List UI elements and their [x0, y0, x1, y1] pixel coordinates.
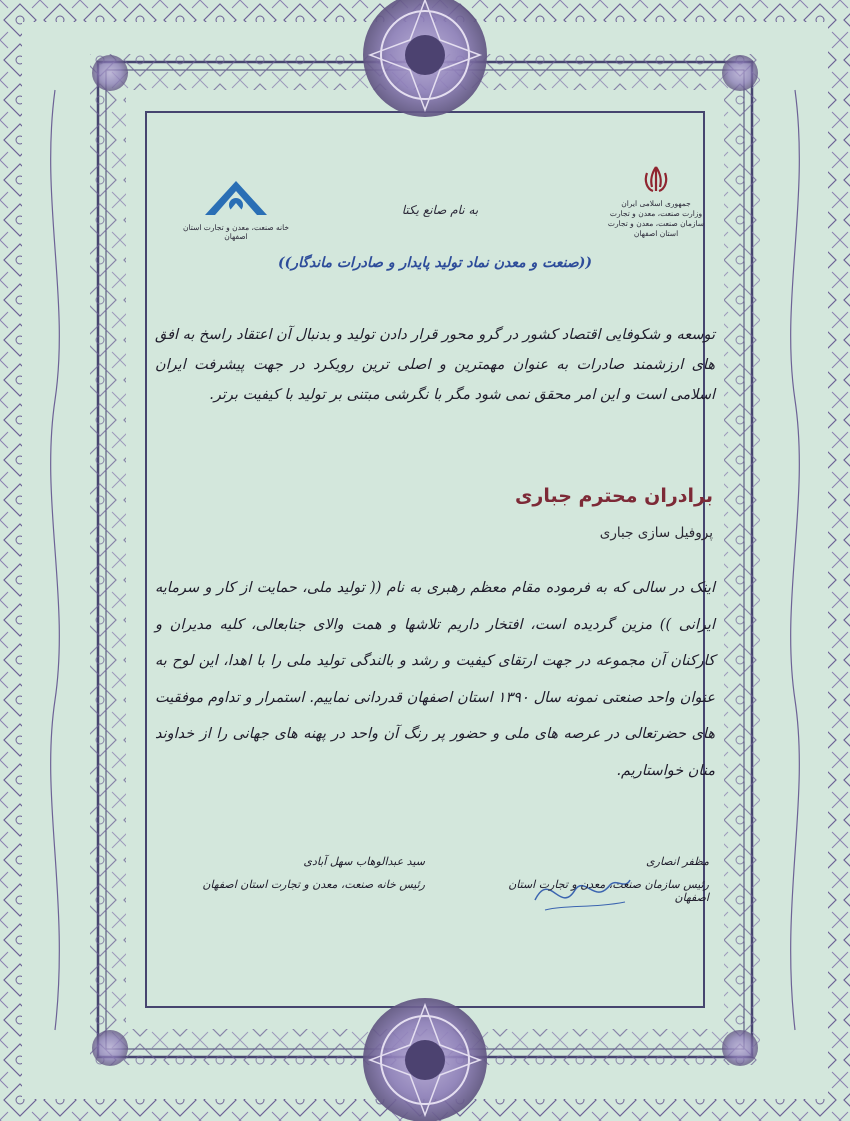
intro-paragraph: توسعه و شکوفایی اقتصاد کشور در گرو محور قرار دادن تولید و بدنبال آن اعتقاد راسخ به افق های ارزشمند صادرات به عنوان مهمترین و اصلی ترین رویکرد در جهت پیشرفت ایران اسلامی است و این امر محقق نمی شود مگر با نگرشی مبتنی بر تولید با کیفیت برتر. [155, 327, 715, 403]
signer-right-name: مظفر انصاری [646, 855, 709, 868]
certificate-content [155, 155, 715, 965]
iran-emblem-icon [642, 165, 670, 195]
emblem-line-1: جمهوری اسلامی ایران [621, 199, 691, 208]
signature-left [195, 855, 425, 891]
signer-right-title: رئیس سازمان صنعت، معدن و تجارت استان اصفهان [508, 878, 709, 904]
chamber-logo-icon [201, 175, 271, 217]
company-name: پروفیل سازی جباری [599, 525, 713, 541]
signature-right [479, 855, 709, 904]
signer-left-title: رئیس خانه صنعت، معدن و تجارت استان اصفهان [202, 878, 425, 891]
slogan: ((صنعت و معدن نماد تولید پایدار و صادرات ماندگار)) [278, 255, 592, 271]
top-medallion-icon [363, 0, 487, 117]
logo-caption: خانه صنعت، معدن و تجارت استان اصفهان [182, 223, 289, 241]
emblem-block [601, 165, 711, 239]
logo-block [181, 175, 291, 241]
basmala: به نام صانع یکتا [401, 203, 479, 217]
body-paragraph: اینک در سالی که به فرموده مقام معظم رهبری به نام (( تولید ملی، حمایت از کار و سرمایه ایرانی )) مزین گردیده است، افتخار داریم تلاشها و همت والای جنابعالی، کلیه مدیران و کارکنان آن مجموعه در جهت ارتقای کیفیت و رشد و بالندگی تولید ملی را با اهدا، این لوح به عنوان واحد صنعتی نمونه سال ۱۳۹۰ استان اصفهان قدردانی نماییم. استمرار و تداوم موفقیت های حضرتعالی در عرصه های ملی و حضور پر رنگ آن واحد در پهنه های جهانی را از خداوند منان خواستاریم. [155, 580, 715, 779]
emblem-line-3: سازمان صنعت، معدن و تجارت استان اصفهان [607, 219, 705, 238]
signer-left-name: سید عبدالوهاب سهل آبادی [303, 855, 425, 868]
recipient-name: برادران محترم جباری [514, 485, 713, 507]
emblem-line-2: وزارت صنعت، معدن و تجارت [609, 209, 703, 218]
bottom-medallion-icon [363, 998, 487, 1121]
